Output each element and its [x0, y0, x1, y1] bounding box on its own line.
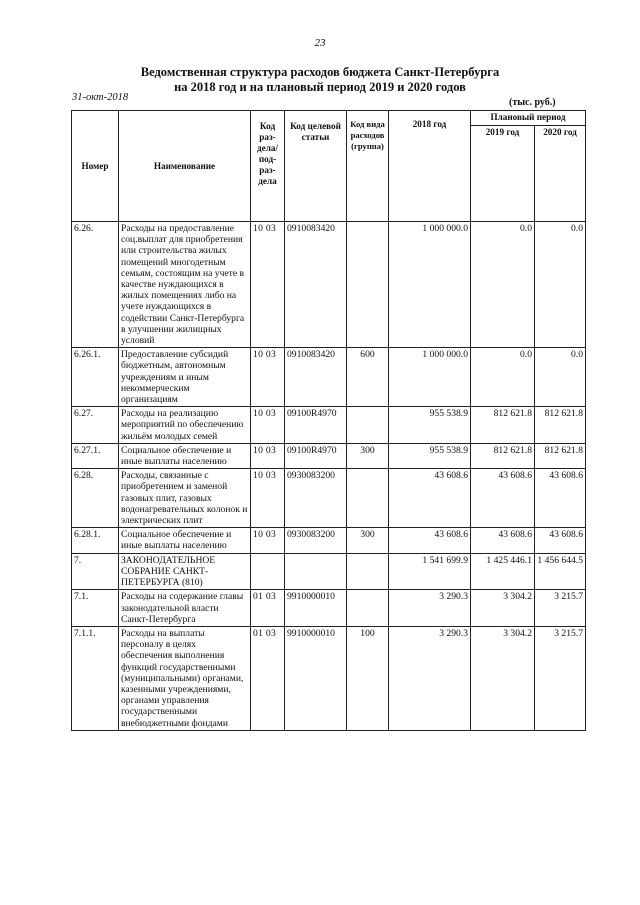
row-2018: 3 290.3 — [389, 590, 471, 627]
row-section: 10 03 — [251, 348, 285, 407]
row-section: 10 03 — [251, 443, 285, 468]
row-target: 0930083200 — [285, 469, 347, 528]
header-name: Наименование — [119, 111, 251, 222]
row-2019: 0.0 — [471, 222, 535, 348]
row-name: Расходы на предоставление соц.выплат для приобретения или строительства жилых помещений многодетным семьям, состоящим на учете в качестве нуждающихся в жилых помещениях либо на учете нуждающихся в содействии Санкт-Петербурга в улучшении жилищных условий — [119, 222, 251, 348]
row-target: 0930083200 — [285, 528, 347, 553]
header-row — [72, 111, 586, 126]
row-vid — [347, 469, 389, 528]
table-row — [72, 528, 586, 553]
budget-table — [71, 110, 586, 731]
row-2020: 3 215.7 — [535, 590, 586, 627]
row-vid — [347, 222, 389, 348]
row-2020: 43 608.6 — [535, 528, 586, 553]
row-2018: 3 290.3 — [389, 626, 471, 730]
row-name: Расходы, связанные с приобретением и заменой газовых плит, газовых водонагревательных колонок и электрических плит — [119, 469, 251, 528]
row-vid — [347, 407, 389, 444]
row-name: Социальное обеспечение и иные выплаты населению — [119, 528, 251, 553]
title-line-1: Ведомственная структура расходов бюджета Санкт-Петербурга — [140, 65, 500, 79]
row-vid: 600 — [347, 348, 389, 407]
document-title — [0, 65, 640, 95]
row-target: 0910083420 — [285, 222, 347, 348]
row-2019: 43 608.6 — [471, 469, 535, 528]
row-number: 7.1. — [72, 590, 119, 627]
header-2020: 2020 год — [535, 126, 586, 222]
row-name: Социальное обеспечение и иные выплаты населению — [119, 443, 251, 468]
table-row — [72, 348, 586, 407]
row-number: 6.26. — [72, 222, 119, 348]
row-section — [251, 553, 285, 590]
row-section: 10 03 — [251, 528, 285, 553]
row-number: 6.27. — [72, 407, 119, 444]
table-row — [72, 590, 586, 627]
row-target — [285, 553, 347, 590]
row-section: 01 03 — [251, 626, 285, 730]
row-vid — [347, 590, 389, 627]
header-number: Номер — [72, 111, 119, 222]
table-row — [72, 443, 586, 468]
row-2020: 0.0 — [535, 348, 586, 407]
row-number: 6.27.1. — [72, 443, 119, 468]
row-2018: 1 000 000.0 — [389, 348, 471, 407]
row-2020: 812 621.8 — [535, 443, 586, 468]
row-number: 7. — [72, 553, 119, 590]
row-2019: 1 425 446.1 — [471, 553, 535, 590]
row-2020: 812 621.8 — [535, 407, 586, 444]
row-number: 7.1.1. — [72, 626, 119, 730]
page-number: 23 — [314, 37, 326, 49]
row-name: Расходы на выплаты персоналу в целях обеспечения выполнения функций государственными (муниципальными) органами, казенными учреждениями, органами управления государственными внебюджетными фондами — [119, 626, 251, 730]
table-row — [72, 407, 586, 444]
row-name: ЗАКОНОДАТЕЛЬНОЕ СОБРАНИЕ САНКТ-ПЕТЕРБУРГА (810) — [119, 553, 251, 590]
row-2019: 812 621.8 — [471, 407, 535, 444]
row-2018: 1 000 000.0 — [389, 222, 471, 348]
header-planned-period: Плановый период — [471, 111, 586, 126]
row-2020: 43 608.6 — [535, 469, 586, 528]
row-name: Предоставление субсидий бюджетным, автономным учреждениям и иным некоммерческим организациям — [119, 348, 251, 407]
row-vid: 300 — [347, 528, 389, 553]
row-vid: 100 — [347, 626, 389, 730]
document-date: 31-окт-2018 — [72, 92, 129, 103]
row-2019: 0.0 — [471, 348, 535, 407]
row-2019: 812 621.8 — [471, 443, 535, 468]
row-number: 6.28. — [72, 469, 119, 528]
header-2019: 2019 год — [471, 126, 535, 222]
row-target: 09100R4970 — [285, 443, 347, 468]
row-2020: 3 215.7 — [535, 626, 586, 730]
table-row — [72, 553, 586, 590]
row-vid — [347, 553, 389, 590]
row-target: 9910000010 — [285, 590, 347, 627]
row-name: Расходы на реализацию мероприятий по обеспечению жильём молодых семей — [119, 407, 251, 444]
row-2019: 3 304.2 — [471, 590, 535, 627]
row-target: 0910083420 — [285, 348, 347, 407]
title-line-2: на 2018 год и на плановый период 2019 и 2020 годов — [174, 80, 466, 94]
header-vid: Код вида расходов (группа) — [347, 111, 389, 222]
row-2018: 955 538.9 — [389, 407, 471, 444]
row-2018: 43 608.6 — [389, 469, 471, 528]
header-target: Код целевой статьи — [285, 111, 347, 222]
row-number: 6.28.1. — [72, 528, 119, 553]
row-2018: 43 608.6 — [389, 528, 471, 553]
row-vid: 300 — [347, 443, 389, 468]
row-2018: 955 538.9 — [389, 443, 471, 468]
row-2019: 43 608.6 — [471, 528, 535, 553]
table-row — [72, 626, 586, 730]
row-target: 09100R4970 — [285, 407, 347, 444]
row-2019: 3 304.2 — [471, 626, 535, 730]
row-2020: 0.0 — [535, 222, 586, 348]
row-number: 6.26.1. — [72, 348, 119, 407]
row-section: 01 03 — [251, 590, 285, 627]
header-section: Код раз-дела/ под-раз-дела — [251, 111, 285, 222]
table-row — [72, 222, 586, 348]
row-target: 9910000010 — [285, 626, 347, 730]
row-name: Расходы на содержание главы законодательной власти Санкт-Петербурга — [119, 590, 251, 627]
row-2020: 1 456 644.5 — [535, 553, 586, 590]
row-2018: 1 541 699.9 — [389, 553, 471, 590]
row-section: 10 03 — [251, 469, 285, 528]
table-row — [72, 469, 586, 528]
units-label: (тыс. руб.) — [509, 97, 556, 108]
row-section: 10 03 — [251, 222, 285, 348]
row-section: 10 03 — [251, 407, 285, 444]
header-2018: 2018 год — [389, 111, 471, 222]
